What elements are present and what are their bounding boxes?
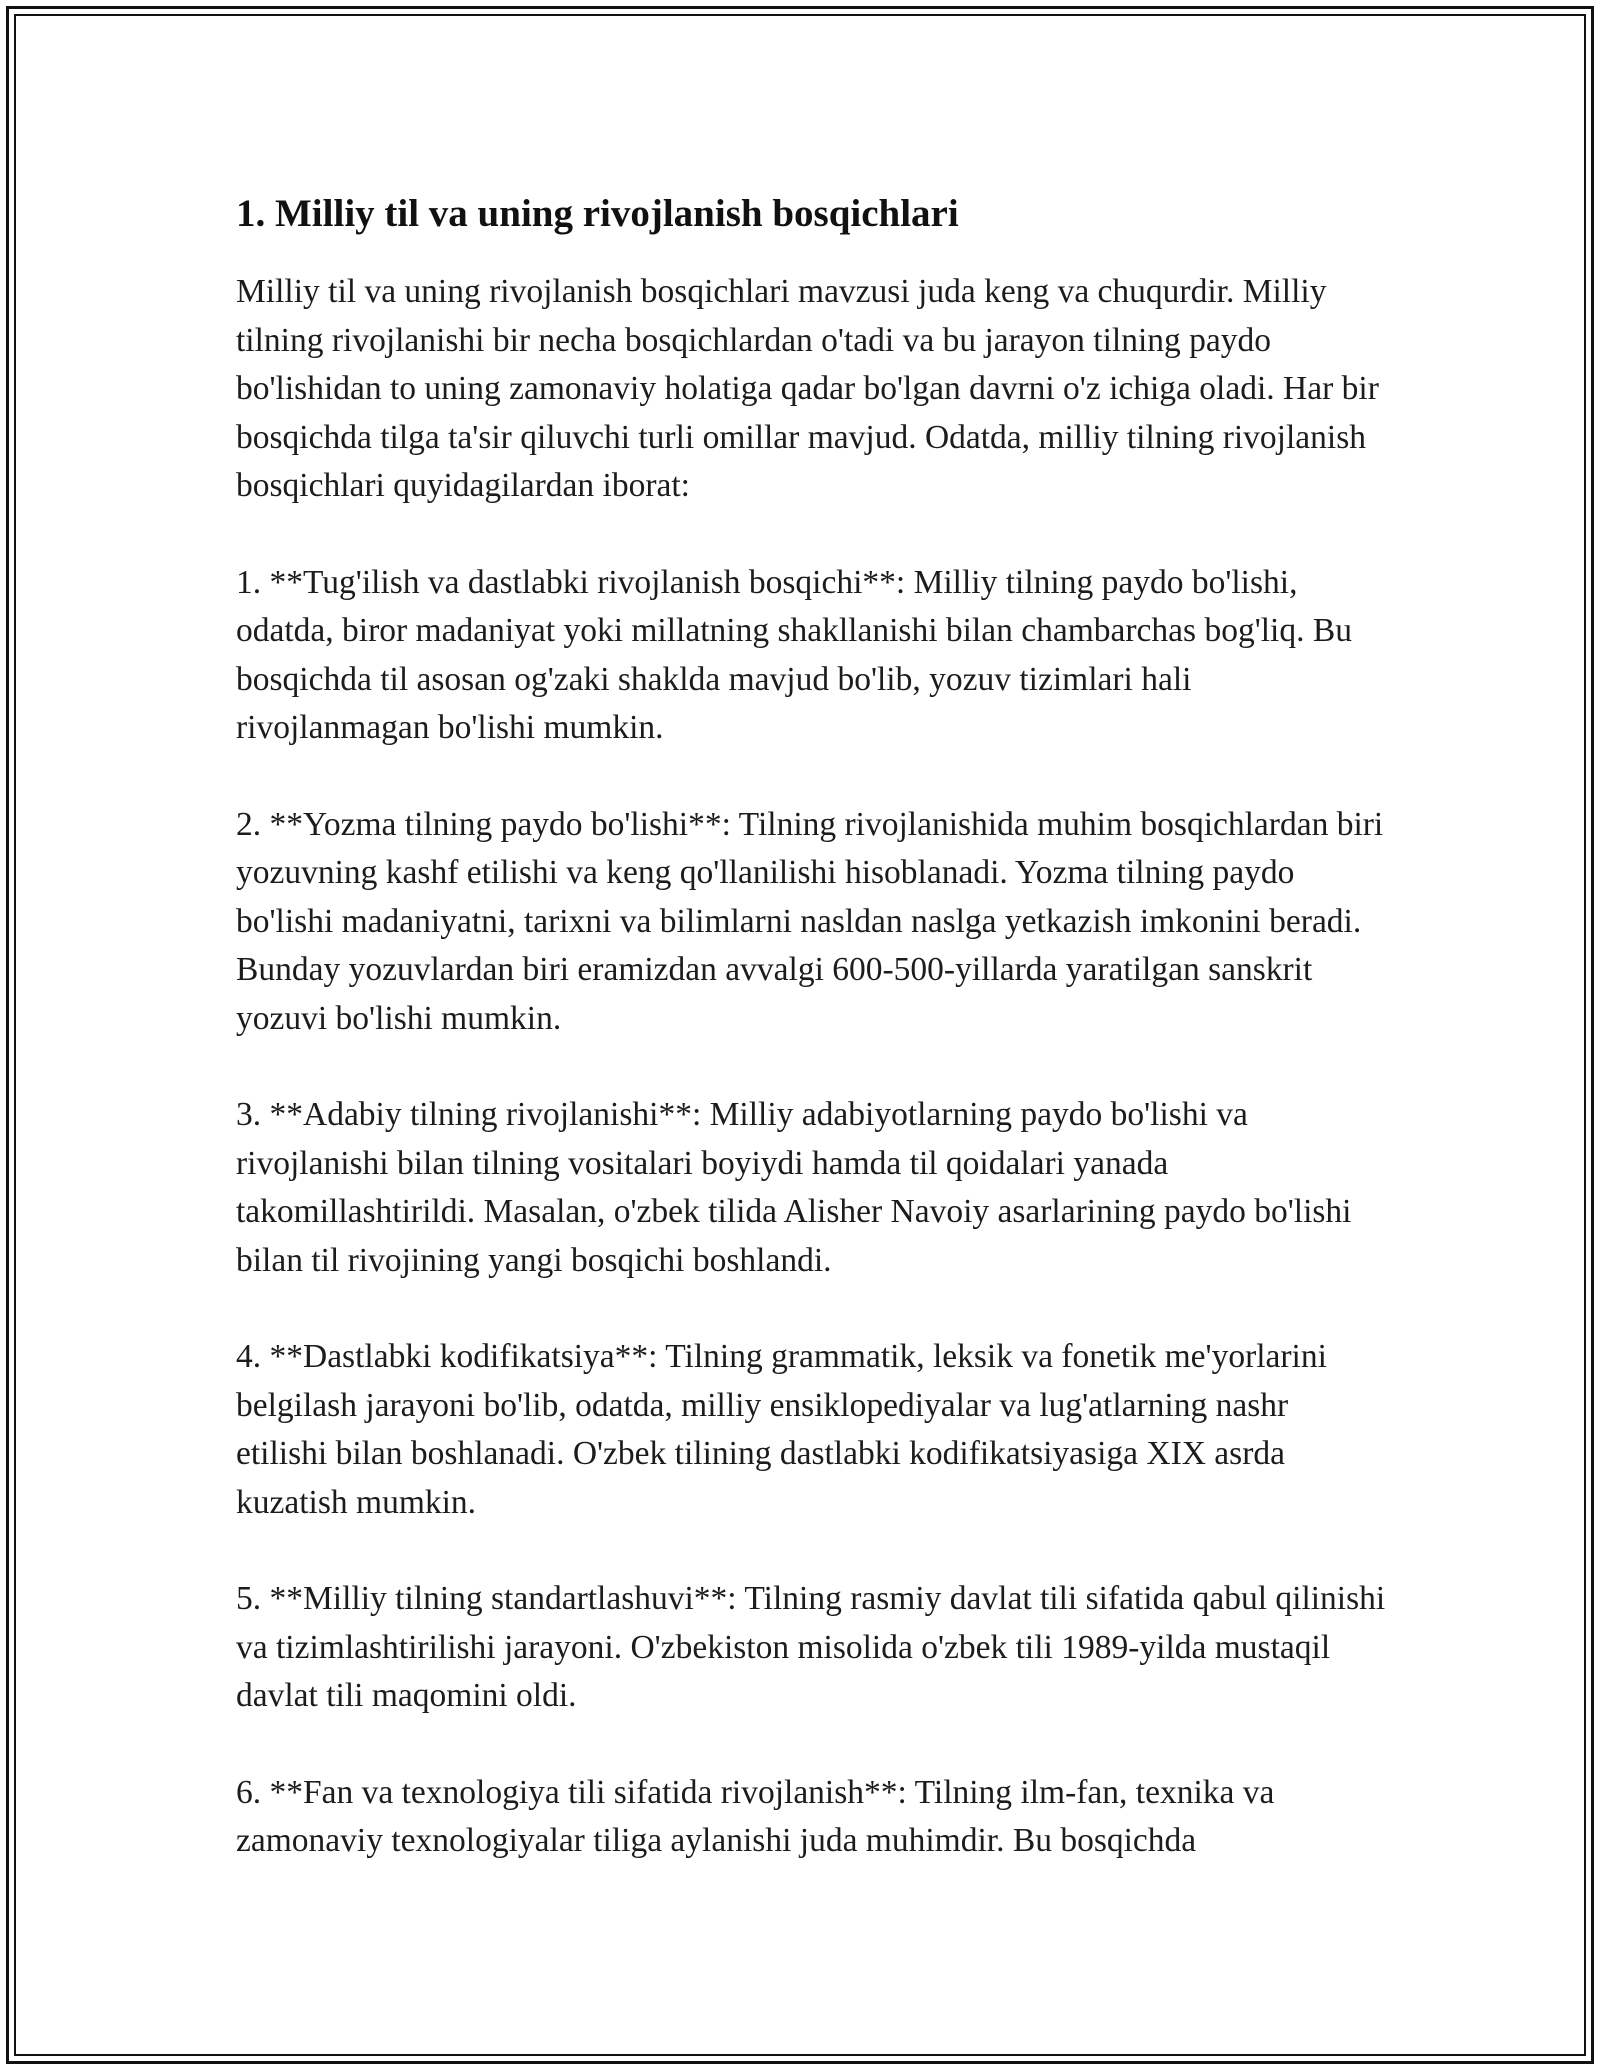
document-title: 1. Milliy til va uning rivojlanish bosqichlari [236,192,959,235]
stage-4-paragraph: 4. **Dastlabki kodifikatsiya**: Tilning grammatik, leksik va fonetik me'yorlarini belgilash jarayoni bo'lib, odatda, milliy ensiklopediyalar va lug'atlarning nashr etilishi bilan boshlanadi. O'zbek tilining dastlabki kodifikatsiyasiga XIX asrda kuzatish mumkin. [236,1338,1327,1521]
document-body [236,186,1386,1914]
stage-6-paragraph: 6. **Fan va texnologiya tili sifatida rivojlanish**: Tilning ilm-fan, texnika va zamonaviy texnologiyalar tiliga aylanishi juda muhimdir. Bu bosqichda [236,1773,1275,1859]
stage-2-paragraph: 2. **Yozma tilning paydo bo'lishi**: Tilning rivojlanishida muhim bosqichlardan biri yozuvning kashf etilishi va keng qo'llanilishi hisoblanadi. Yozma tilning paydo bo'lishi madaniyatni, tarixni va bilimlarni nasldan naslga yetkazish imkonini beradi. Bunday yozuvlardan biri eramizdan avvalgi 600-500-yillarda yaratilgan sanskrit yozuvi bo'lishi mumkin. [236,805,1384,1037]
stage-1-paragraph: 1. **Tug'ilish va dastlabki rivojlanish bosqichi**: Milliy tilning paydo bo'lishi, odatda, biror madaniyat yoki millatning shakllanishi bilan chambarchas bog'liq. Bu bosqichda til asosan og'zaki shaklda mavjud bo'lib, yozuv tizimlari hali rivojlanmagan bo'lishi mumkin. [236,563,1352,746]
intro-paragraph: Milliy til va uning rivojlanish bosqichlari mavzusi juda keng va chuqurdir. Milliy tilning rivojlanishi bir necha bosqichlardan o'tadi va bu jarayon tilning paydo bo'lishidan to uning zamonaviy holatiga qadar bo'lgan davrni o'z ichiga oladi. Har bir bosqichda tilga ta'sir qiluvchi turli omillar mavjud. Odatda, milliy tilning rivojlanish bosqichlari quyidagilardan iborat: [236,273,1379,504]
stage-5-paragraph: 5. **Milliy tilning standartlashuvi**: Tilning rasmiy davlat tili sifatida qabul qilinishi va tizimlashtirilishi jarayoni. O'zbekiston misolida o'zbek tili 1989-yilda mustaqil davlat tili maqomini oldi. [236,1580,1386,1714]
stage-3-paragraph: 3. **Adabiy tilning rivojlanishi**: Milliy adabiyotlarning paydo bo'lishi va rivojlanishi bilan tilning vositalari boyiydi hamda til qoidalari yanada takomillashtirildi. Masalan, o'zbek tilida Alisher Navoiy asarlarining paydo bo'lishi bilan til rivojining yangi bosqichi boshlandi. [236,1096,1352,1279]
